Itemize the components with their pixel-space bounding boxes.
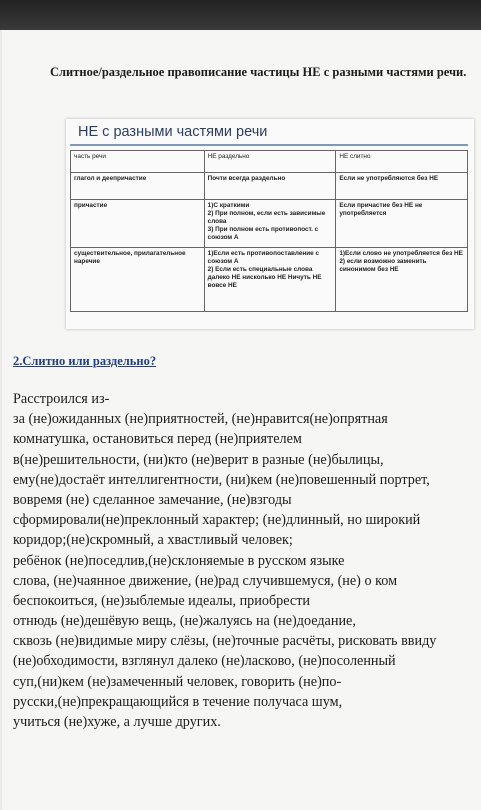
text-line: за (не)ожиданных (не)приятностей, (не)нравится(не)опрятная: [13, 411, 388, 428]
text-line: Расстроился из-: [13, 391, 110, 407]
table-row: [71, 200, 468, 248]
table-row: [71, 173, 468, 200]
table-row: [71, 248, 468, 312]
table-cell: Почти всегда раздельно: [204, 173, 336, 200]
dark-top-bar: [0, 0, 481, 30]
text-line: вовремя (не) сделанное замечание, (не)взгоды: [13, 491, 292, 508]
document-heading: Слитное/раздельное правописание частицы НЕ с разными частями речи.: [50, 65, 467, 79]
title-divider: [70, 144, 468, 146]
table-header-row: [71, 151, 468, 173]
table-title: НЕ с разными частями речи: [78, 124, 268, 140]
header-cell: НЕ слитно: [336, 151, 468, 173]
text-line: коридор;(не)скромный, а хвастливый человек;: [13, 532, 293, 549]
table-cell: 1)Если слово не употребляется без НЕ 2) если возможно заменить синонимом без НЕ: [336, 248, 468, 312]
text-line: учиться (не)хуже, а лучше других.: [13, 714, 221, 730]
table-cell: 1)Если есть противопоставление с союзом А 2) Если есть специальные слова далеко НЕ нисколько НЕ Ничуть НЕ вовсе НЕ: [204, 248, 336, 312]
text-line: (не)обходимости, взглянул далеко (не)ласково, (не)посоленный: [13, 653, 396, 670]
text-line: слова, (не)чаянное движение, (не)рад случившемуся, (не) о ком: [13, 572, 398, 589]
section-title: 2.Слитно или раздельно?: [13, 354, 157, 368]
text-line: ему(не)достаёт интеллигентности, (ни)кем (не)повешенный портрет,: [13, 471, 430, 488]
grammar-table-card: [66, 119, 474, 329]
text-line: сформировали(не)преклонный характер; (не)длинный, но широкий: [13, 512, 421, 529]
text-line: ребёнок (не)поседлив,(не)склоняемые в русском языке: [13, 552, 345, 569]
header-cell: часть речи: [71, 151, 205, 173]
text-line: отнюдь (не)дешёвую вещь, (не)жалуясь на (не)доедание,: [13, 613, 356, 630]
text-line: беспокоиться, (не)зыблемые идеалы, приобрести: [13, 592, 311, 609]
grammar-table: [70, 150, 468, 312]
table-cell: причастие: [71, 200, 205, 248]
text-line: в(не)решительности, (ни)кто (не)верит в разные (не)былицы,: [13, 451, 384, 468]
text-line: сквозь (не)видимые миру слёзы, (не)точные расчёты, рисковать ввиду: [13, 633, 437, 650]
text-line: комнатушка, остановиться перед (не)приятелем: [13, 431, 302, 448]
table-cell: Если не употребляются без НЕ: [336, 173, 468, 200]
table-cell: существительное, прилагательное наречие: [71, 248, 205, 312]
text-line: русски,(не)прекращающийся в течение получаса шум,: [13, 693, 343, 710]
exercise-paragraph: [13, 389, 481, 732]
header-cell: НЕ раздельно: [204, 151, 336, 173]
table-cell: Если причастие без НЕ не употребляется: [336, 200, 468, 248]
text-line: суп,(ни)кем (не)замеченный человек, говорить (не)по-: [13, 673, 342, 690]
table-cell: глагол и деепричастие: [71, 173, 205, 200]
table-cell: 1)С краткими 2) При полном, если есть зависимые слова 3) При полном есть противопост. с союзом А: [204, 200, 336, 248]
